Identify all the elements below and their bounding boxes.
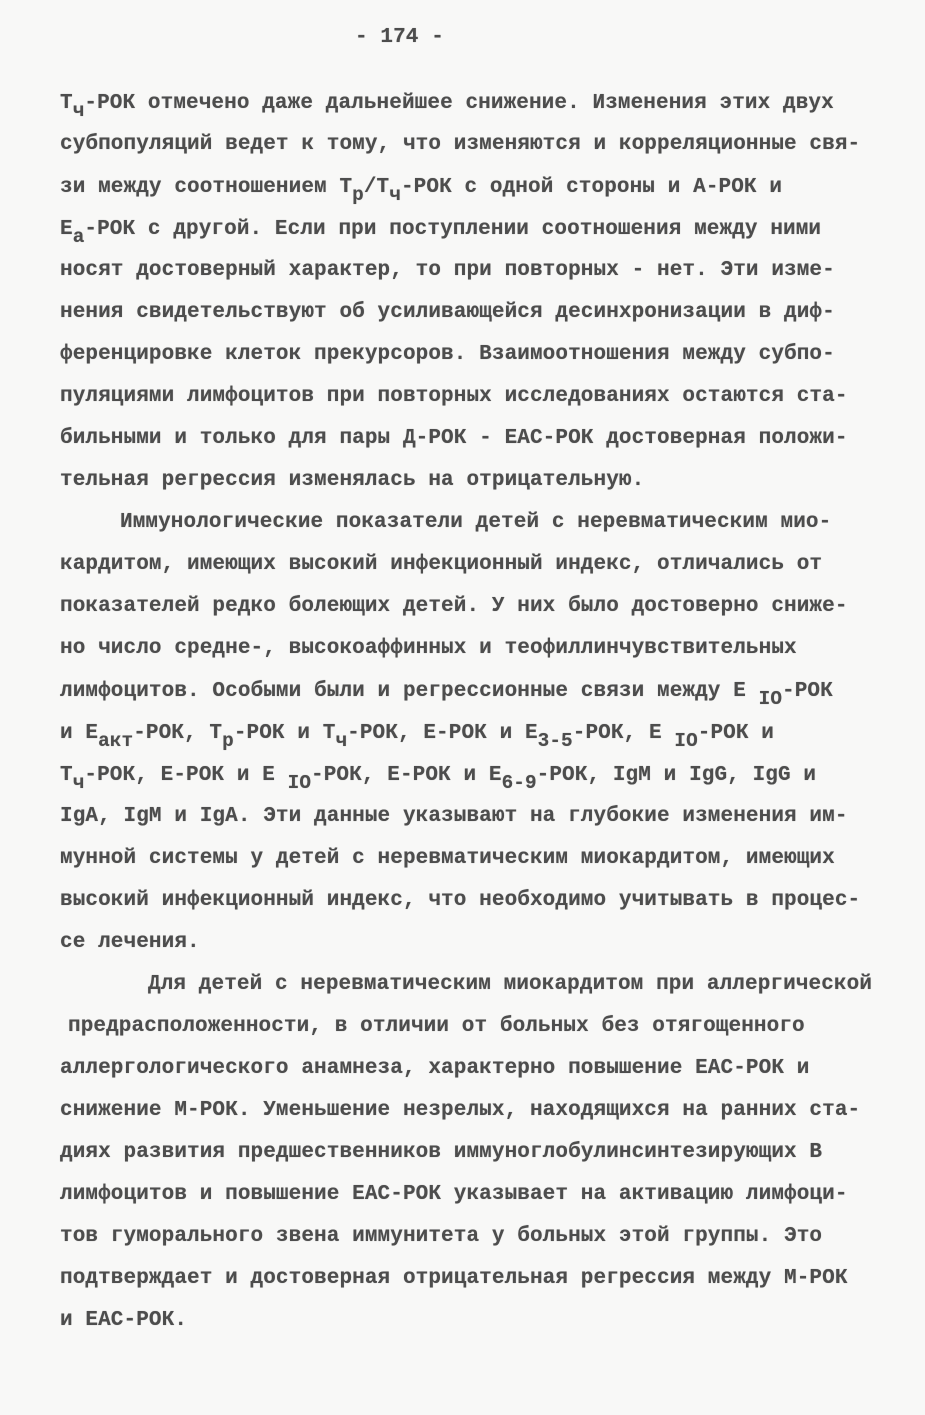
text-line [60, 1090, 900, 1132]
text-segment: -РОК с другой. Если при поступлении соотношения между ними [84, 218, 822, 241]
text-line [60, 124, 900, 166]
subscript: ч [72, 100, 85, 123]
text-segment: мунной системы у детей с неревматическим миокардитом, имеющих [60, 847, 835, 870]
text-line [60, 544, 900, 586]
text-segment: -РОК с одной стороны и А-РОК и [400, 176, 783, 199]
text-segment: зи между соотношением Т [60, 176, 353, 199]
text-segment: IgA, IgM и IgA. Эти данные указывают на глубокие изменения им- [60, 805, 848, 828]
subscript: акт [98, 730, 134, 753]
text-segment: -РОК, Е [572, 722, 675, 745]
subscript: 3-5 [537, 730, 573, 753]
subscript: 6-9 [501, 772, 537, 795]
text-line [60, 250, 900, 292]
text-line [60, 670, 900, 712]
text-segment: -РОК [782, 680, 833, 703]
text-segment: -РОК, Т [133, 722, 223, 745]
subscript: IO [758, 688, 783, 711]
text-line [60, 1258, 900, 1300]
subscript: ч [72, 772, 85, 795]
text-segment: субпопуляций ведет к тому, что изменяются и корреляционные свя- [60, 133, 861, 156]
text-segment: ференцировке клеток прекурсоров. Взаимоотношения между субпо- [60, 343, 835, 366]
text-segment: -РОК и Т [233, 722, 336, 745]
paragraph-1 [60, 82, 900, 502]
paragraph-3 [60, 964, 900, 1342]
text-segment: -РОК, Е-РОК и Е [84, 764, 288, 787]
text-segment: и ЕАС-РОК. [60, 1309, 188, 1332]
text-segment: -РОК, Е-РОК и Е [311, 764, 502, 787]
text-line [60, 1300, 900, 1342]
text-line [60, 754, 900, 796]
text-line [60, 628, 900, 670]
text-segment: но число средне-, высокоаффинных и теофиллинчувствительных [60, 637, 797, 660]
text-line [60, 796, 900, 838]
text-segment: Т [60, 764, 73, 787]
text-segment: Е [60, 218, 73, 241]
text-segment: -РОК, Е-РОК и Е [347, 722, 538, 745]
text-segment: подтверждает и достоверная отрицательная регрессия между М-РОК [60, 1267, 848, 1290]
page-number: - 174 - [355, 26, 444, 49]
subscript: р [352, 184, 364, 207]
text-line [60, 1216, 900, 1258]
text-segment: снижение М-РОК. Уменьшение незрелых, находящихся на ранних ста- [60, 1099, 861, 1122]
text-segment: предрасположенности, в отличии от больных без отягощенного [68, 1015, 805, 1038]
text-line [60, 292, 900, 334]
text-segment: -РОК и [697, 722, 774, 745]
text-line [60, 1006, 900, 1048]
text-segment: носят достоверный характер, то при повторных - нет. Эти изме- [60, 259, 835, 282]
text-segment: /Т [363, 176, 390, 199]
text-line [60, 376, 900, 418]
text-line [60, 1174, 900, 1216]
text-line [60, 964, 900, 1006]
text-segment: Иммунологические показатели детей с неревматическим мио- [120, 511, 832, 534]
subscript: ч [335, 730, 348, 753]
text-segment: высокий инфекционный индекс, что необходимо учитывать в процес- [60, 889, 861, 912]
subscript: ч [389, 184, 401, 207]
text-line [60, 838, 900, 880]
text-segment: се лечения. [60, 931, 200, 954]
text-line [60, 418, 900, 460]
text-line [60, 502, 900, 544]
subscript: IO [674, 730, 698, 753]
subscript: р [222, 730, 234, 753]
text-line [60, 166, 900, 208]
text-segment: Т [60, 92, 73, 115]
text-line [60, 586, 900, 628]
text-line [60, 208, 900, 250]
text-line [60, 1132, 900, 1174]
text-segment: -РОК, IgM и IgG, IgG и [536, 764, 817, 787]
text-segment: пуляциями лимфоцитов при повторных исследованиях остаются ста- [60, 385, 848, 408]
text-line [60, 460, 900, 502]
text-segment: диях развития предшественников иммуноглобулинсинтезирующих В [60, 1141, 823, 1164]
text-line [60, 82, 900, 124]
text-segment: нения свидетельствуют об усиливающейся десинхронизации в диф- [60, 301, 835, 324]
text-line [60, 334, 900, 376]
text-line [60, 712, 900, 754]
text-segment: Для детей с неревматическим миокардитом при аллергической [148, 973, 873, 996]
text-line [60, 880, 900, 922]
text-segment: лимфоцитов и повышение ЕАС-РОК указывает на активацию лимфоци- [60, 1183, 848, 1206]
subscript: IO [287, 772, 312, 795]
text-segment: показателей редко болеющих детей. У них было достоверно сниже- [60, 595, 848, 618]
text-segment: тельная регрессия изменялась на отрицательную. [60, 469, 645, 492]
text-segment: лимфоцитов. Особыми были и регрессионные связи между Е [60, 680, 759, 703]
text-segment: бильными и только для пары Д-РОК - ЕАС-РОК достоверная положи- [60, 427, 848, 450]
paragraph-2 [60, 502, 900, 964]
text-segment: аллергологического анамнеза, характерно повышение ЕАС-РОК и [60, 1057, 810, 1080]
text-segment: тов гуморального звена иммунитета у больных этой группы. Это [60, 1225, 823, 1248]
text-segment: и Е [60, 722, 99, 745]
subscript: а [72, 226, 85, 249]
text-line [60, 922, 900, 964]
text-line [60, 1048, 900, 1090]
text-segment: кардитом, имеющих высокий инфекционный индекс, отличались от [60, 553, 823, 576]
text-segment: -РОК отмечено даже дальнейшее снижение. Изменения этих двух [84, 92, 834, 115]
document-body [60, 82, 900, 1342]
